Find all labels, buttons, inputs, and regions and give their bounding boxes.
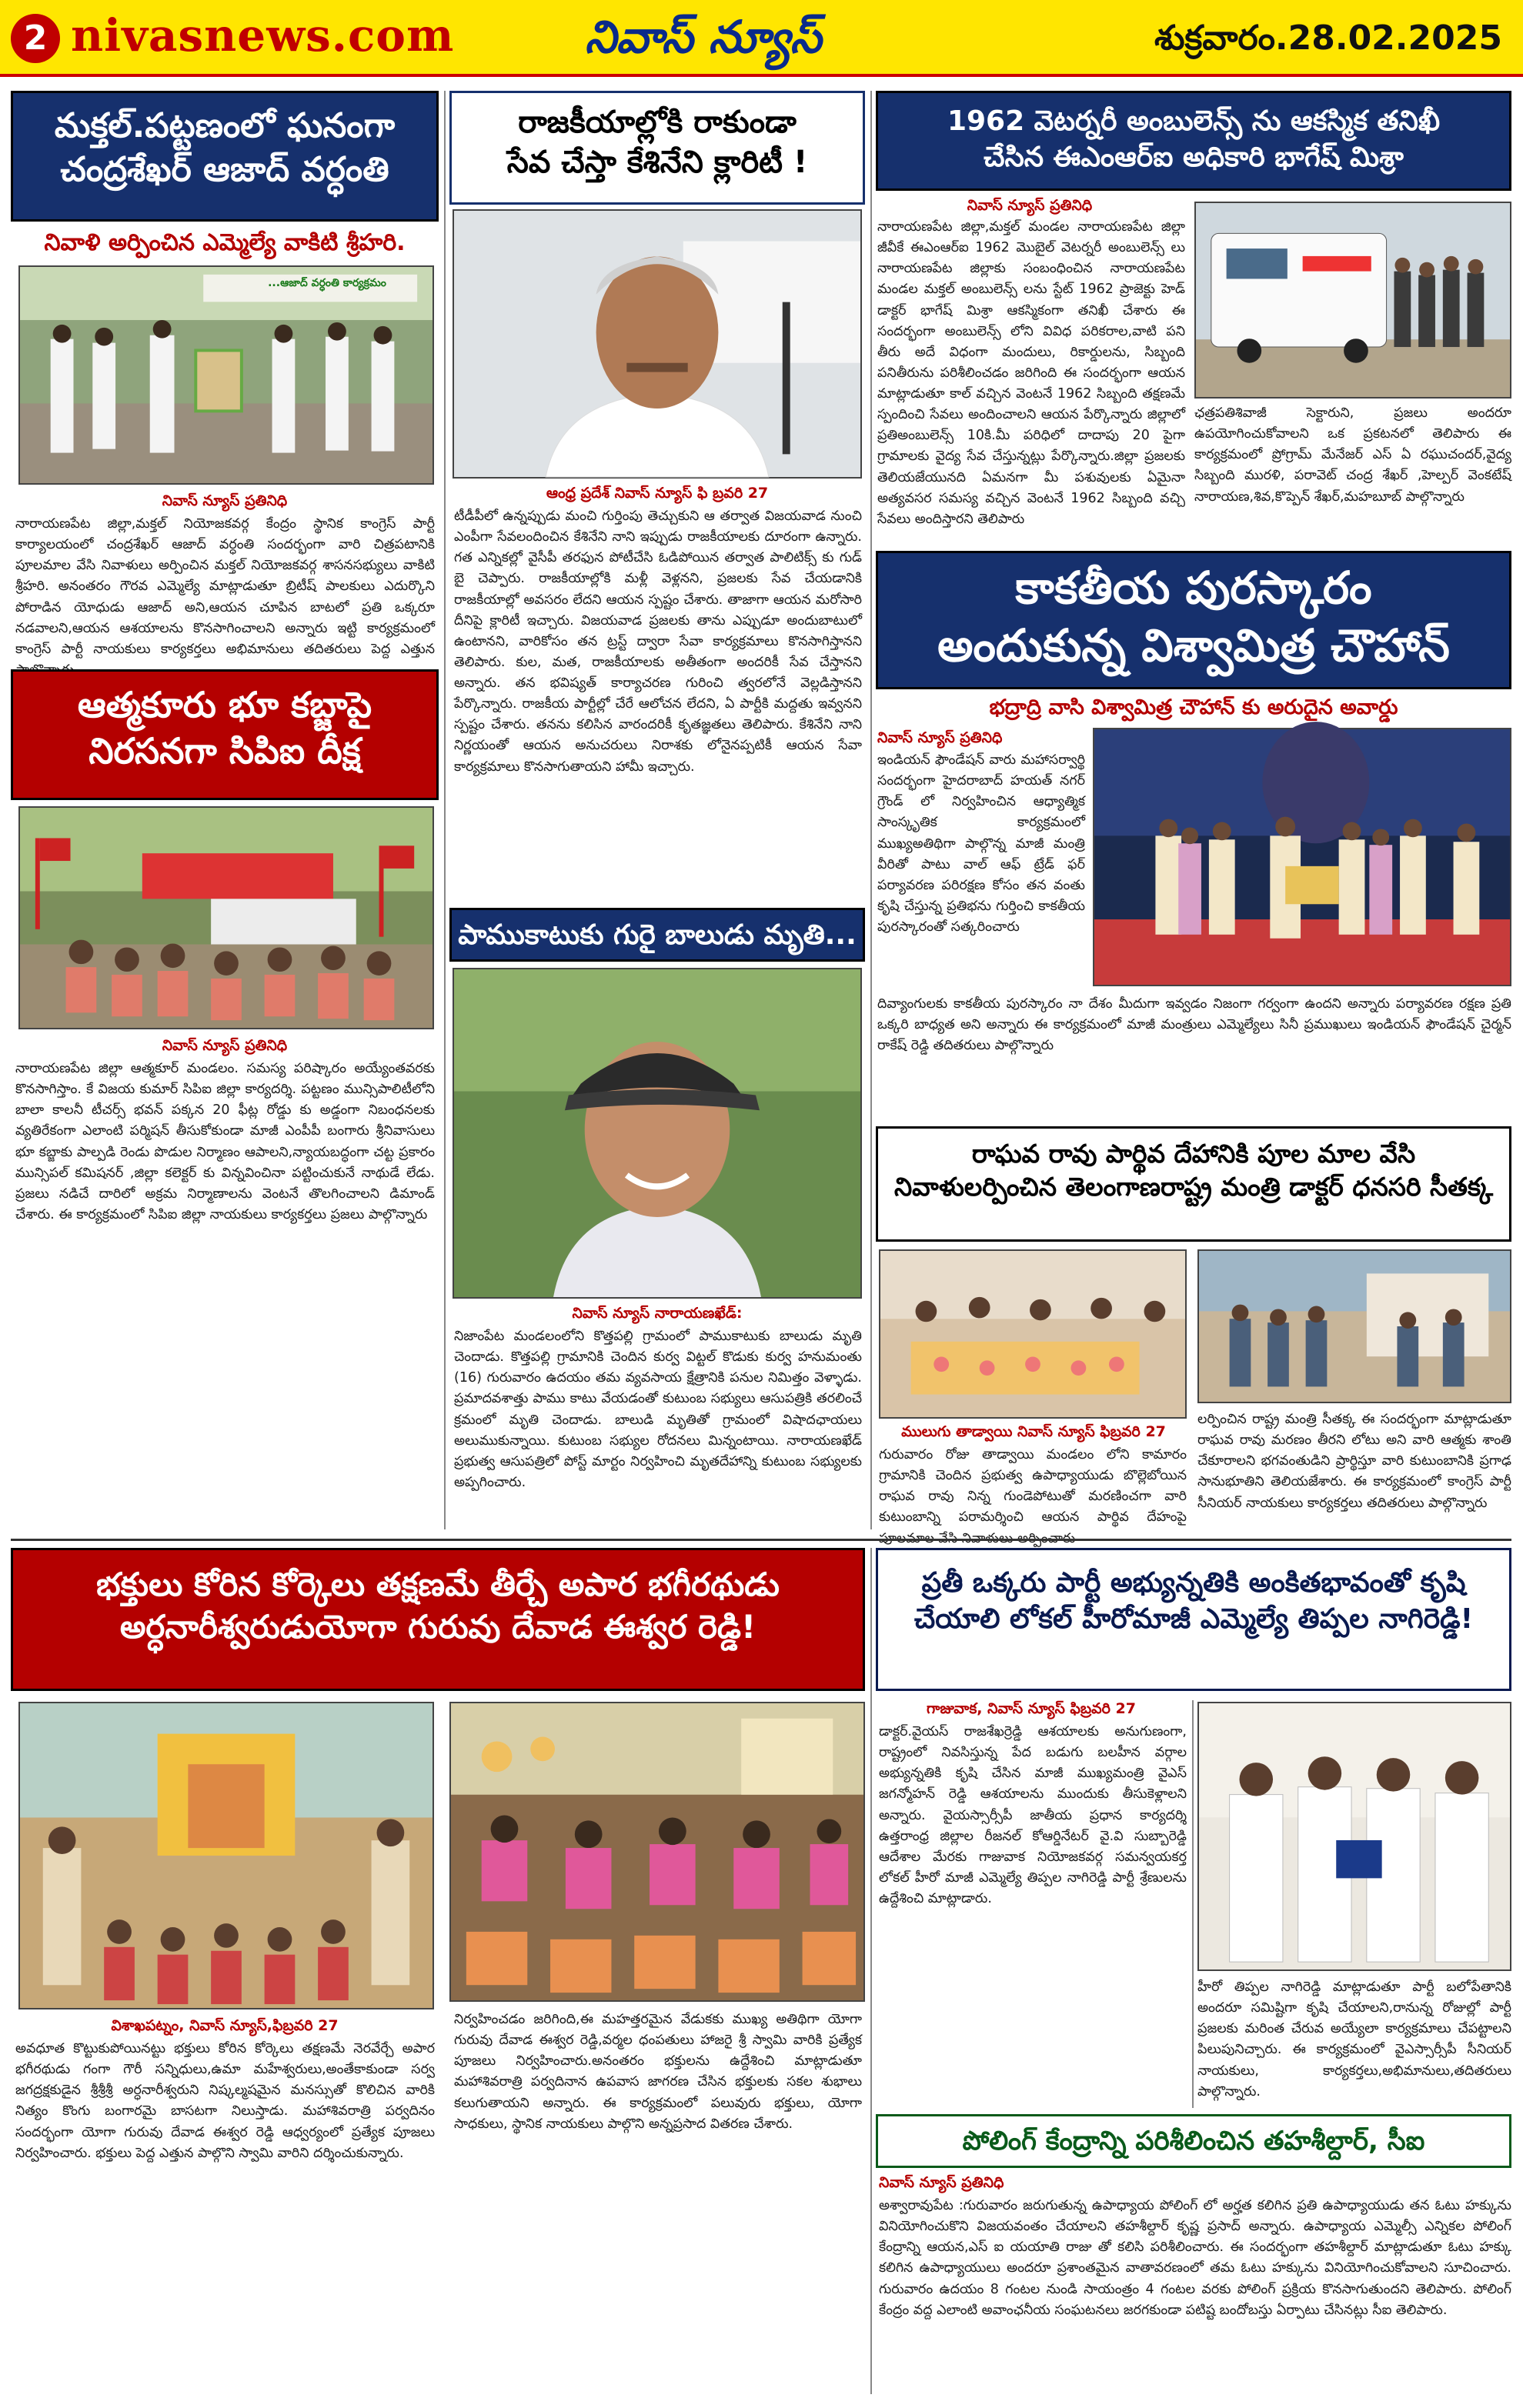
azad-headline-line2: చంద్రశేఖర్ ఆజాద్ వర్ధంతి (60, 150, 389, 190)
column-rule (444, 91, 446, 1529)
kakatiya-body-bottom: దివ్యాంగులకు కాకతీయ పురస్కారం నా దేశం మీదుగా ఇవ్వడం నిజంగా గర్వంగా ఉందని అన్నారు పర్యావరణ రక్షణ ప్రతి ఒక్కరి బాధ్యత అని అన్నారు ఈ కార్యక్రమంలో మాజీ మంత్రులు ఎమ్మెల్యేలు సినీ ప్రముఖులు ఇండియన్ ఫౌండేషన్ చైర్మన్ రాకేష్ రెడ్డి తదితరులు పాల్గొన్నారు (877, 996, 1511, 1054)
eswar-headline (11, 1548, 865, 1691)
column-rule (1192, 1700, 1194, 2108)
atmakur-photo[interactable] (18, 806, 434, 1029)
raghava-headline (876, 1126, 1511, 1242)
tippala-headline-line1: ప్రతీ ఒక్కరు పార్టీ అభ్యున్నతికి అంకితభావంతో కృషి (921, 1567, 1466, 1599)
eswar-headline-line2: అర్ధనారీశ్వరుడుయోగా గురువు దేవాడ ఈశ్వర రెడ్డి! (119, 1607, 756, 1646)
eswar-headline-line1: భక్తులు కోరిన కోర్కెలు తక్షణమే తీర్చే అపార భగీరథుడు (96, 1566, 780, 1603)
column-rule (870, 1548, 872, 2394)
tippala-photo[interactable] (1197, 1702, 1511, 1971)
kakatiya-byline: నివాస్ న్యూస్ ప్రతినిధి (877, 729, 1003, 746)
eswar-photo-left[interactable] (18, 1702, 434, 2009)
atmakur-byline: నివాస్ న్యూస్ ప్రతినిధి (162, 1037, 288, 1054)
raghava-body-left: గురువారం రోజు తాడ్వాయి మండలం లోని కామారం గ్రామానికి చెందిన ప్రభుత్వ ఉపాధ్యాయుడు బొల్లెబోయిన రాఘవ రావు నిన్న గుండెపోటుతో మరణించగా వారి కుటుంబాన్ని పరామర్శించి ఆయన పార్థివ దేహంపై (879, 1447, 1187, 1526)
tippala-byline: గాజువాక, నివాస్ న్యూస్ ఫిబ్రవరి 27 (927, 1700, 1136, 1717)
raghava-body-right: లర్పించిన రాష్ట్ర మంత్రి సీతక్క ఈ సందర్భంగా మాట్లాడుతూ రాఘవ రావు మరణం తీరని లోటు అని వారి ఆత్మకు శాంతి చేకూరాలని భగవంతుడిని ప్రార్థిస్తూ వారి కుటుంబానికి ప్రగాఢ సానుభూతిని తెలియజేశారు. ఈ కార్యక్రమంలో కాంగ్రెస్ పార్టీ సీనియర్ నాయకులు కార్యకర్తలు తదితరులు పాల్గొన్నారు (1197, 1412, 1511, 1511)
azad-photo-banner: ...ఆజాద్ వర్ధంతి కార్యక్రమం (268, 277, 386, 289)
keshineni-headline-line2: సేవ చేస్తా కేశినేని క్లారిటీ ! (506, 145, 808, 180)
raghava-headline-line1: రాఘవ రావు పార్థివ దేహానికి పూల మాల వేసి (971, 1139, 1416, 1169)
kakatiya-subhead: భద్రాద్రి వాసి విశ్వామిత్ర చౌహాన్ కు అరుదైన అవార్డు (989, 695, 1398, 719)
kakatiya-headline-line1: కాకతీయ పురస్కారం (1015, 562, 1372, 614)
polling-body: అశ్వారావుపేట :గురువారం జరుగుతున్న ఉపాధ్యాయ పోలింగ్ లో అర్హత కలిగిన ప్రతి ఉపాధ్యాయుడు తన ఓటు హక్కును వినియోగించుకొని విజయవంతం చేయాలని తహశీల్దార్ కృష్ణ ప్రసాద్ అన్నారు. ఉపాధ్యాయ ఎమ్మెల్సీ ఎన్నికల పోలింగ్ కేంద్రాన్ని ఆయన,ఎస్ ఐ యయాతి రాజు తో కలిసి పరిశీలించారు. ఈ సందర్భంగా తహశీల్దార్ మాట్లాడుతూ ఓటు హక్కు కలిగిన ఉపాధ్యాయులు అందరూ ప్రశాంతమైన వాతావరణంలో తమ ఓటు హక్కును వినియోగించుకోవాలని సూచించారు. గురువారం ఉదయం 8 గంటల నుండి సాయంత్రం 4 గంటల వరకు పోలింగ్ ప్రక్రియ కొనసాగుతుందని తెలిపారు. పోలింగ్ కేంద్రం వద్ద ఎలాంటి అవాంఛనీయ సంఘటనలు జరగకుండా పటిష్ట బందోబస్తు ఏర్పాటు చేసినట్లు సీఐ తెలిపారు. (879, 2198, 1511, 2318)
ambulance-headline-line2: చేసిన ఈఎంఆర్ఐ అధికారి భాగేష్ మిశ్రా (984, 141, 1404, 173)
atmakur-headline-line2: నిరసనగా సిపిఐ దీక్ష (89, 729, 361, 772)
azad-subhead: నివాళి అర్పించిన ఎమ్మెల్యే వాకిటి శ్రీహరి. (44, 229, 406, 256)
keshineni-photo[interactable] (453, 209, 862, 479)
section-divider (11, 1539, 1511, 1541)
raghava-photo-right[interactable] (1197, 1249, 1511, 1403)
azad-photo[interactable] (18, 265, 434, 485)
keshineni-byline: ఆంధ్ర ప్రదేశ్ నివాస్ న్యూస్ ఫి బ్రవరి 27 (546, 485, 769, 502)
raghava-photo-left[interactable] (879, 1249, 1187, 1419)
eswar-byline: విశాఖపట్నం, నివాస్ న్యూస్,ఫిబ్రవరి 27 (111, 2017, 339, 2034)
atmakur-body: నారాయణపేట జిల్లా ఆత్మకూర్ మండలం. సమస్య పరిష్కారం అయ్యేంతవరకు కొనసాగిస్తాం. కే విజయ కుమార్ సిపిఐ జిల్లా కార్యదర్శి. పట్టణం మున్సిపాలిటీలోని బాలా కాలనీ టీచర్స్ భవన్ పక్కన 20 ఫీట్ల రోడ్డు కు అడ్డంగా నిబంధనలకు వ్యతిరేకంగా ఎలాంటి పర్మిషన్ తీసుకోకుండా మాజీ ఎంపీపీ బంగారు శ్రీనివాసులు భూ కబ్జాకు పాల్పడి రెండు పొడుల నిర్మాణం ఆపాలని,న్యాయబద్ధంగా చట్ట ప్రకారం మున్సిపల్ కమిషనర్ ,జిల్లా కలెక్టర్ కు విన్నవించినా పట్టించుకునే నాథుడే లేడు. ప్రజలు నడిచే దారిలో అక్రమ నిర్మాణాలను వెంటనే తొలగించాలని డిమాండ్ చేశారు. ఈ కార్యక్రమంలో సిపిఐ జిల్లా నాయకులు కార్యకర్తలు ప్రజలు పాల్గొన్నారు (15, 1061, 435, 1222)
kakatiya-headline-line2: అందుకున్న విశ్వామిత్ర చౌహాన్ (937, 619, 1450, 672)
eswar-body-right: నిర్వహించడం జరిగింది,ఈ మహత్తరమైన వేడుకకు ముఖ్య అతిథిగా యోగా గురువు దేవాడ ఈశ్వర రెడ్డి,వర్మల ధంపతులు హాజరై శ్రీ స్వామి వారికి ప్రత్యేక పూజలు నిర్వహించారు.అనంతరం భక్తులను ఉద్దేశించి మాట్లాడుతూ మహాశివరాత్రి పర్వదినాన ఉపవాస జాగరణ చేసిన భక్తులకు సకల శుభాలు కలుగుతాయని అన్నారు. ఈ కార్యక్రమంలో పలువురు భక్తులు, యోగా సాధకులు, స్థానిక నాయకులు పాల్గొని అన్నప్రసాద వితరణ చేశారు. (454, 2012, 862, 2132)
raghava-headline-line2: నివాళులర్పించిన తెలంగాణరాష్ట్ర మంత్రి డాక్టర్ ధనసరి సీతక్క (893, 1171, 1494, 1202)
eswar-body-left: అవధూత కొట్టుకుపోయినట్టు భక్తులు కోరిన కోర్కెలు తక్షణమే నెరవేర్చే అపార భగీరథుడు గంగా గౌరీ సన్నిధులు,ఉమా మహేశ్వరులు,అంతేకాకుండా సర్వ జగద్రక్షకుడైన శ్రీశ్రీశ్రీ అర్ధనారీశ్వరుని నిష్కల్మషమైన మనస్సుతో కొలిచిన వారికి నిత్యం కొంగు బంగారమై బాసటగా నిలుస్తాడు. మహాశివరాత్రి పర్వదినం సందర్భంగా యోగా గురువు దేవాడ ఈశ్వర రెడ్డి ఆధ్వర్యంలో ప్రత్యేక పూజలు నిర్వహించారు. భక్తులు పెద్ద ఎత్తున పాల్గొని స్వామి వారిని దర్శించుకున్నారు. (15, 2041, 435, 2161)
ambulance-headline-line1: 1962 వెటర్నరీ అంబులెన్స్ ను ఆకస్మిక తనిఖీ (947, 105, 1441, 137)
snakebite-byline: నివాస్ న్యూస్ నారాయణఖేడ్: (572, 1305, 743, 1322)
atmakur-headline (11, 669, 439, 800)
ambulance-photo[interactable] (1194, 202, 1511, 399)
kakatiya-body-left: ఇండియన్ ఫౌండేషన్ వారు మహాసర్వార్థి సందర్భంగా హైదరాబాద్ హయత్ నగర్ గ్రౌండ్ లో నిర్వహించిన ఆధ్యాత్మిక సాంస్కృతిక కార్యక్రమంలో ముఖ్యఅతిథిగా పాల్గొన్న మాజీ మంత్రి వీరితో పాటు వాల్ ఆఫ్ ట్రేడ్ ఫర్ పర్యావరణ పరిరక్షణ కోసం తన వంతు కృషి చేస్తున్న ప్రతిభను గుర్తించి కాకతీయ పురస్కారంతో సత్కరించారు (877, 752, 1085, 935)
azad-body: నారాయణపేట జిల్లా,మక్తల్ నియోజకవర్గ కేంద్రం స్థానిక కాంగ్రెస్ పార్టీ కార్యాలయంలో చంద్రశేఖర్ ఆజాద్ వర్ధంతి సందర్భంగా వారి చిత్రపటానికి పూలమాల వేసి నివాళులు అర్పించిన మక్తల్ నియోజకవర్గ శాసనసభ్యులు వాకిటి శ్రీహరి. అనంతరం గౌరవ ఎమ్మెల్యే మాట్లాడుతూ బ్రిటీష్ పాలకులు ఎదుర్కొని పోరాడిన యోధుడు ఆజాద్ అని,ఆయన చూపిన బాటలో ప్రతి ఒక్కరూ నడవాలని,ఆయన ఆశయాలను కొనసాగించాలని అన్నారు ఇట్టి కార్యక్రమంలో కాంగ్రెస్ పార్టీ నాయకులు కార్యకర్తలు అభిమానులు తదితరులు పెద్ద ఎత్తున (15, 516, 435, 657)
keshineni-body: టీడీపీలో ఉన్నప్పుడు మంచి గుర్తింపు తెచ్చుకుని ఆ తర్వాత విజయవాడ నుంచి ఎంపీగా సేవలందించిన కేశినేని నాని ఇప్పుడు రాజకీయాలకు దూరంగా ఉన్నారు. గత ఎన్నికల్లో వైసీపీ తరఫున పోటీచేసి ఓడిపోయిన తర్వాత పాలిటిక్స్ కు గుడ్ బై చెప్పారు. రాజకీయాల్లోకి మళ్లీ వెళ్లనని, ప్రజలకు సేవ చేయడానికి రాజకీయాల్లో అవసరం లేదని ఆయన స్పష్టం చేశారు. తాజాగా ఆయన మరోసారి దీనిపై క్లారిటీ ఇచ్చారు. విజయవాడ ప్రజలకు తాను ఎప్పుడూ అందుబాటులో ఉంటానని, వారికోసం తన ట్రస్ట్ ద్వారా సేవా కార్యక్రమాలు కొనసాగిస్తానని తెలిపారు. కుల, మత, రాజకీయాలకు అతీతంగా అందరికీ సేవ చేస్తానని అన్నారు. తన భవిష్యత్ కార్యాచరణ గురించి త్వరలోనే వెల్లడిస్తానని పేర్కొన్నారు. రాజకీయ పార్టీల్లో చేరే ఆలోచన లేదని, ఏ పార్టీకి మద్దతు ఇవ్వనని స్పష్టం చేశారు. తనను కలిసిన వారందరికీ కృతజ్ఞతలు తెలిపారు. కేశినేని నాని నిర్ణయంతో ఆయన అనుచరులు నిరాశకు లోనైనప్పటికీ ఆయన సేవా కార్యక్రమాలు కొనసాగుతాయని హామీ ఇచ్చారు. (454, 509, 862, 775)
snakebite-body: నిజాంపేట మండలంలోని కొత్తపల్లి గ్రామంలో పాముకాటుకు బాలుడు మృతి చెందాడు. కొత్తపల్లి గ్రామానికి చెందిన కుర్వ విట్టల్ కొడుకు కుర్వ హనుమంతు (16) గురువారం ఉదయం తమ వ్యవసాయ క్షేత్రానికి పనుల నిమిత్తం వెళ్ళాడు. ప్రమాదవశాత్తు పాము కాటు వేయడంతో కుటుంబ సభ్యులు ఆసుపత్రికి తరలించే క్రమంలో మృతి చెందాడు. బాలుడి మృతితో గ్రామంలో విషాదఛాయలు అలుముకున్నాయి. కుటుంబ సభ్యుల రోదనలు మిన్నంటాయి. నారాయణఖేడ్ ప్రభుత్వ ఆసుపత్రిలో పోస్ట్ మార్టం నిర్వహించి మృతదేహాన్ని కుటుంబ సభ్యులకు అప్పగించారు. (454, 1329, 862, 1490)
tippala-headline-line2: చేయాలి లోకల్ హీరోమాజీ ఎమ్మెల్యే తిప్పల నాగిరెడ్డి! (913, 1603, 1474, 1635)
ambulance-byline: నివాస్ న్యూస్ ప్రతినిధి (967, 197, 1093, 214)
snakebite-photo[interactable] (453, 968, 862, 1299)
polling-byline: నివాస్ న్యూస్ ప్రతినిధి (879, 2174, 1004, 2191)
ambulance-body-left: నారాయణపేట జిల్లా,మక్తల్ మండల నారాయణపేట జిల్లా జీవీకే ఈఎంఆర్ఐ 1962 మొబైల్ వెటర్నరీ అంబులెన్స్ లు నారాయణపేట జిల్లాకు సంబంధించిన నారాయణపేట మండల మక్తల్ అంబులెన్స్ లను స్టేట్ 1962 ప్రాజెక్టు హెడ్ డాక్టర్ భాగేష్ మిశ్రా ఆకస్మికంగా తనిఖీ చేశారు ఈ సందర్భంగా అంబులెన్స్ లోని వివిధ పరికరాల,వాటి పని తీరు అదే విధంగా మందులు, రికార్డులను, సిబ్బంది పనితీరును పరిశీలించడం జరిగింది ఈ సందర్భంగా ఆయన మాట్లాడుతూ కాల్ వచ్చిన వెంటనే 1962 సిబ్బంది తక్షణమే స్పందించి సేవలు అందించాలని ఆయన పేర్కొన్నారు జిల్లాలో ప్రతిఅంబులెన్స్ 10కి.మీ పరిధిలో దాదాపు 20 పైగా గ్రామాలకు వైద్య సేవ చేస్తున్నట్లు పేర్కొన్నారు.జిల్లా ప్రజలకు తెలియజేయునది ఏమనగా మీ పశువులకు ఏమైనా అత్యవసర సమస్య వచ్చిన వెంటనే 1962 సిబ్బంది వచ్చి సేవలు అందిస్తారని తెలిపారు (877, 219, 1185, 527)
ambulance-body-right: ఛత్రపతిశివాజీ సెక్టారుని, ప్రజలు అందరూ ఉపయోగించుకోవాలని ఒక ప్రకటనలో తెలిపారు ఈ కార్యక్రమంలో ప్రోగ్రామ్ మేనేజర్ ఎస్ ఏ రఘుచందర్,వైద్య సిబ్బంది మురళి, పరావెట్ చంద్ర శేఖర్ ,హెల్పర్ వెంకటేష్ నారాయణ,శివ,కొప్పెన్ శేఖర్,మహబూబ్ పాల్గొన్నారు (1194, 405, 1511, 505)
tippala-body-left: డాక్టర్.వైయస్ రాజశేఖర్రెడ్డి ఆశయాలకు అనుగుణంగా, రాష్ట్రంలో నివసిస్తున్న పేద బడుగు బలహీన వర్గాల అభ్యున్నతికి కృషి చేసిన మాజీ ముఖ్యమంత్రి వైఎస్ జగన్మోహన్ రెడ్డి ఆశయాలను ముందుకు తీసుకెళ్లాలని అన్నారు. వైయస్సార్సీపీ జాతీయ ప్రధాన కార్యదర్శి ఉత్తరాంధ్ర జిల్లాల రీజనల్ కోఆర్డినేటర్ వై.వి సుబ్బారెడ్డి ఆదేశాల మేరకు గాజువాక నియోజకవర్గ సమన్వయకర్త లోకల్ హీరో మాజీ ఎమ్మెల్యే తిప్పల నాగిరెడ్డి పార్టీ శ్రేణులను ఉద్దేశించి మాట్లాడారు. (879, 1724, 1187, 1906)
keshineni-headline (449, 91, 865, 205)
snakebite-headline: పాముకాటుకు గురై బాలుడు మృతి... (449, 908, 865, 962)
tippala-body-right: హీరో తిప్పల నాగిరెడ్డి మాట్లాడుతూ పార్టీ బలోపేతానికి అందరూ సమిష్టిగా కృషి చేయాలని,రానున్న రోజుల్లో పార్టీ ప్రజలకు మరింత చేరువ అయ్యేలా కార్యక్రమాలు చేపట్టాలని పిలుపునిచ్చారు. ఈ కార్యక్రమంలో వైఎస్సార్సీపీ సీనియర్ నాయకులు, కార్యకర్తలు,అభిమానులు,తదితరులు పాల్గొన్నారు. (1197, 1979, 1511, 2099)
ambulance-headline (876, 91, 1511, 191)
eswar-photo-right[interactable] (449, 1702, 865, 2002)
page-number-badge: 2 (11, 14, 60, 63)
atmakur-headline-line1: ఆత్మకూరు భూ కబ్జాపై (77, 684, 372, 725)
keshineni-headline-line1: రాజకీయాల్లోకి రాకుండా (518, 105, 797, 140)
raghava-byline: ములుగు తాడ్వాయి నివాస్ న్యూస్ ఫిబ్రవరి 27 (901, 1423, 1166, 1440)
azad-headline (11, 91, 439, 222)
azad-byline: నివాస్ న్యూస్ ప్రతినిధి (162, 492, 288, 509)
kakatiya-photo[interactable] (1093, 728, 1511, 986)
polling-headline: పోలింగ్ కేంద్రాన్ని పరిశీలించిన తహశీల్దార్, సీఐ (876, 2114, 1511, 2168)
column-rule (870, 91, 872, 1529)
tippala-headline (876, 1548, 1511, 1691)
newspaper-name: నివాస్ న్యూస్ (585, 11, 822, 63)
site-url[interactable]: nivasnews.com (71, 9, 455, 62)
kakatiya-headline (876, 551, 1511, 689)
issue-date: శుక్రవారం.28.02.2025 (1154, 18, 1502, 58)
azad-headline-line1: మక్తల్.పట్టణంలో ఘనంగా (54, 106, 396, 145)
